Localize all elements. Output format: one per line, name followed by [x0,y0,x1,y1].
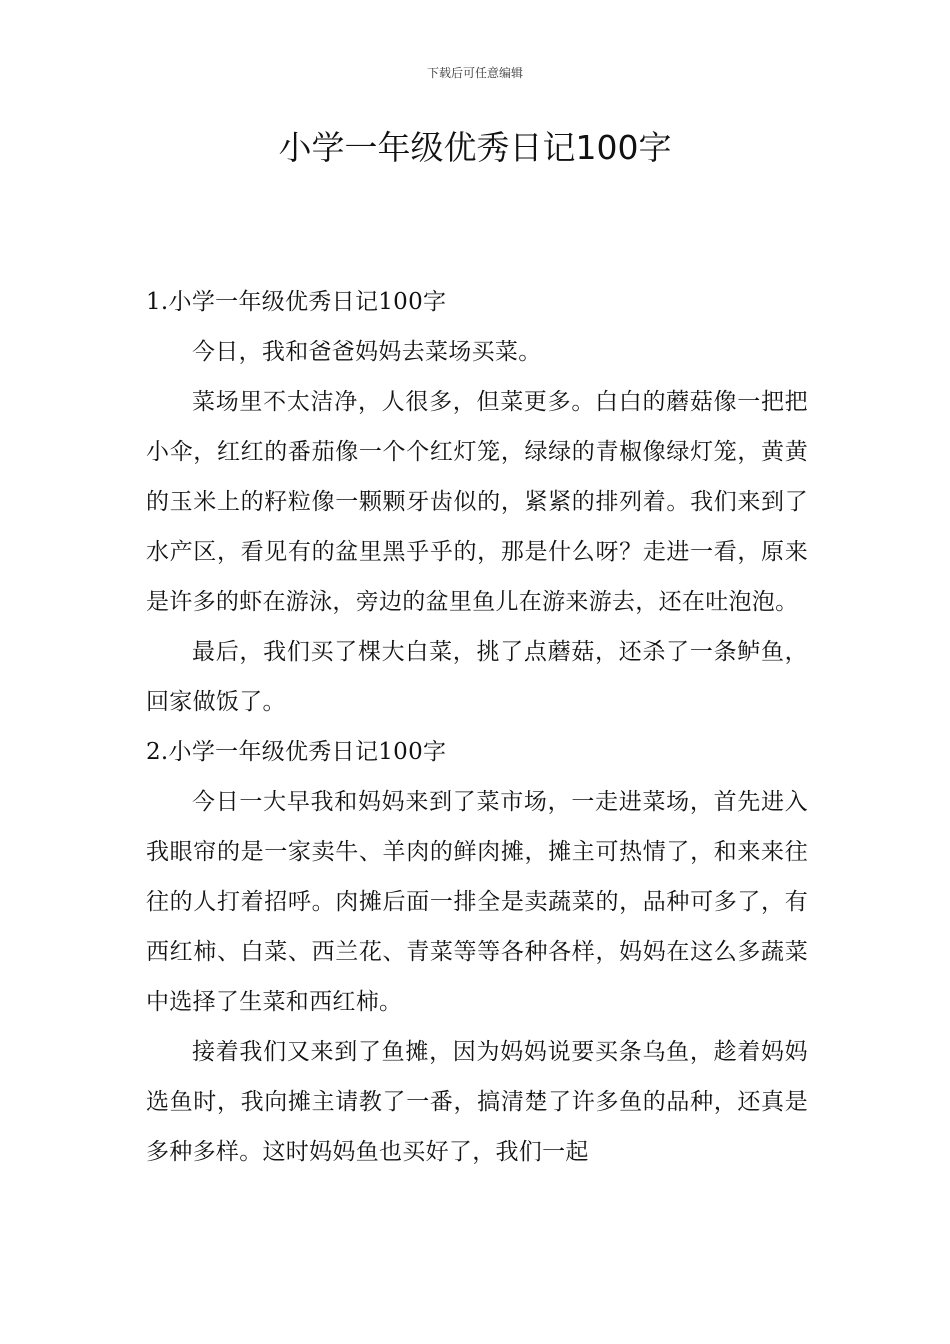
section-heading-2: 2.小学一年级优秀日记100字 [146,739,447,765]
section-heading-1: 1.小学一年级优秀日记100字 [146,289,447,315]
paragraph: 接着我们又来到了鱼摊，因为妈妈说要买条乌鱼，趁着妈妈选鱼时，我向摊主请教了一番，搞清楚了许多鱼的品种，还真是多种多样。这时妈妈鱼也买好了，我们一起 [146,1039,808,1165]
paragraph: 今日一大早我和妈妈来到了菜市场，一走进菜场，首先进入我眼帘的是一家卖牛、羊肉的鲜肉摊，摊主可热情了，和来来往往的人打着招呼。肉摊后面一排全是卖蔬菜的，品种可多了，有西红柿、白菜、西兰花、青菜等等各种各样，妈妈在这么多蔬菜中选择了生菜和西红柿。 [146,789,808,1015]
paragraph: 最后，我们买了棵大白菜，挑了点蘑菇，还杀了一条鲈鱼，回家做饭了。 [146,639,808,715]
header-note: 下载后可任意编辑 [426,66,523,80]
document-title: 小学一年级优秀日记100字 [278,128,672,167]
paragraph: 今日，我和爸爸妈妈去菜场买菜。 [192,339,542,365]
document-body [146,277,808,1177]
paragraph: 菜场里不太洁净，人很多，但菜更多。白白的蘑菇像一把把小伞，红红的番茄像一个个红灯笼，绿绿的青椒像绿灯笼，黄黄的玉米上的籽粒像一颗颗牙齿似的，紧紧的排列着。我们来到了水产区，看见有的盆里黑乎乎的，那是什么呀？走进一看，原来是许多的虾在游泳，旁边的盆里鱼儿在游来游去，还在吐泡泡。 [146,389,808,615]
